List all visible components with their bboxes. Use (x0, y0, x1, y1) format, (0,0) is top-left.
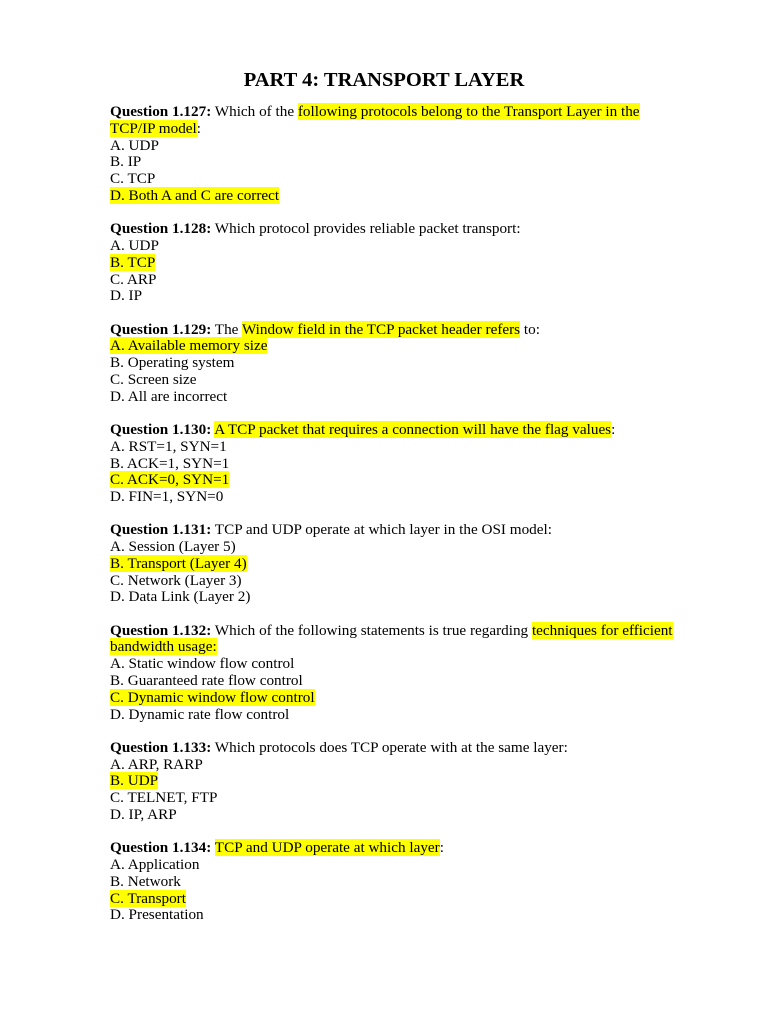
answer-option-text: D. FIN=1, SYN=0 (110, 488, 224, 506)
answer-option-text: B. IP (110, 153, 142, 171)
answer-option-text: D. All are incorrect (110, 387, 228, 405)
question-number: Question 1.132: (110, 621, 212, 639)
answer-option (110, 773, 708, 790)
answer-option-correct: B. TCP (110, 253, 156, 271)
question-block (110, 623, 708, 724)
answer-option (110, 874, 708, 891)
answer-option-correct: B. Transport (Layer 4) (110, 554, 247, 572)
answer-option (110, 807, 708, 824)
answer-option-correct: D. Both A and C are correct (110, 186, 280, 204)
answer-option-text: C. Network (Layer 3) (110, 571, 242, 589)
question-number: Question 1.130: (110, 420, 212, 438)
answer-option-text: A. RST=1, SYN=1 (110, 437, 227, 455)
answer-option (110, 707, 708, 724)
answer-option (110, 456, 708, 473)
highlighted-text: bandwidth usage: (110, 638, 217, 656)
answer-option-text: D. Dynamic rate flow control (110, 705, 290, 723)
answer-option (110, 439, 708, 456)
question-text-line (110, 322, 708, 339)
answer-option-text: B. Guaranteed rate flow control (110, 672, 303, 690)
answer-option (110, 489, 708, 506)
answer-option-text: D. IP (110, 287, 143, 305)
question-text: : (196, 119, 202, 137)
question-block (110, 522, 708, 606)
answer-option-text: C. Screen size (110, 370, 197, 388)
answer-option (110, 907, 708, 924)
answer-option-correct: A. Available memory size (110, 337, 268, 355)
answer-option-text: A. Application (110, 856, 200, 874)
answer-option-correct: C. ACK=0, SYN=1 (110, 471, 230, 489)
answer-option-text: D. Presentation (110, 906, 204, 924)
answer-option (110, 790, 708, 807)
answer-option (110, 171, 708, 188)
page-title: PART 4: TRANSPORT LAYER (243, 69, 525, 91)
question-number: Question 1.133: (110, 738, 212, 756)
answer-option (110, 338, 708, 355)
question-text: : (439, 839, 444, 857)
answer-option (110, 372, 708, 389)
question-text-line (110, 639, 708, 656)
question-number: Question 1.128: (110, 220, 212, 238)
answer-option-text: A. UDP (110, 136, 159, 154)
highlighted-text: Window field in the TCP packet header refers (241, 320, 521, 338)
answer-option-correct: C. Dynamic window flow control (110, 688, 315, 706)
answer-option (110, 556, 708, 573)
answer-option (110, 656, 708, 673)
question-text: Which protocol provides reliable packet transport: (211, 220, 521, 238)
answer-option (110, 188, 708, 205)
question-block (110, 422, 708, 506)
question-block (110, 740, 708, 824)
answer-option (110, 673, 708, 690)
question-text: : (611, 420, 616, 438)
answer-option (110, 757, 708, 774)
answer-option (110, 589, 708, 606)
answer-option (110, 154, 708, 171)
answer-option-text: B. ACK=1, SYN=1 (110, 454, 230, 472)
question-list (110, 104, 708, 924)
answer-option (110, 272, 708, 289)
answer-option-text: A. Static window flow control (110, 655, 295, 673)
answer-option-text: C. ARP (110, 270, 157, 288)
highlighted-text: techniques for efficient (531, 621, 673, 639)
answer-option-text: C. TCP (110, 170, 156, 188)
question-text: Which of the (211, 103, 298, 120)
answer-option-text: D. IP, ARP (110, 806, 177, 824)
highlighted-text: TCP/IP model (110, 119, 197, 137)
question-text: to: (520, 320, 540, 338)
answer-option (110, 355, 708, 372)
answer-option-text: A. UDP (110, 236, 159, 254)
question-text-line (110, 840, 708, 857)
answer-option (110, 690, 708, 707)
answer-option-text: A. Session (Layer 5) (110, 538, 236, 556)
question-text: TCP and UDP operate at which layer in the OSI model: (211, 521, 552, 539)
answer-option-text: D. Data Link (Layer 2) (110, 588, 251, 606)
question-text: The (211, 320, 242, 338)
answer-option-correct: B. UDP (110, 772, 159, 790)
highlighted-text: A TCP packet that requires a connection will have the flag values (214, 420, 612, 438)
highlighted-text: TCP and UDP operate at which layer (214, 839, 440, 857)
question-text-line (110, 104, 708, 121)
answer-option-text: B. Network (110, 872, 181, 890)
question-text-line (110, 422, 708, 439)
answer-option (110, 539, 708, 556)
question-block (110, 221, 708, 305)
question-number: Question 1.131: (110, 521, 212, 539)
question-number: Question 1.134: (110, 839, 212, 857)
question-text: Which protocols does TCP operate with at the same layer: (211, 738, 568, 756)
answer-option (110, 255, 708, 272)
question-number: Question 1.127: (110, 103, 212, 120)
answer-option (110, 389, 708, 406)
answer-option (110, 573, 708, 590)
question-text-line (110, 221, 708, 238)
question-text-line (110, 522, 708, 539)
answer-option (110, 238, 708, 255)
question-text: Which of the following statements is true regarding (211, 621, 532, 639)
answer-option-text: A. ARP, RARP (110, 755, 203, 773)
question-block (110, 840, 708, 924)
answer-option-text: C. TELNET, FTP (110, 789, 218, 807)
answer-option (110, 138, 708, 155)
question-block (110, 322, 708, 406)
answer-option (110, 857, 708, 874)
question-text-line (110, 740, 708, 757)
answer-option (110, 472, 708, 489)
answer-option-text: B. Operating system (110, 354, 235, 372)
question-text-line (110, 623, 708, 640)
question-number: Question 1.129: (110, 320, 212, 338)
answer-option-correct: C. Transport (110, 889, 186, 907)
question-block (110, 104, 708, 205)
question-text-line (110, 121, 708, 138)
answer-option (110, 891, 708, 908)
answer-option (110, 288, 708, 305)
highlighted-text: following protocols belong to the Transport Layer in the (297, 103, 640, 120)
